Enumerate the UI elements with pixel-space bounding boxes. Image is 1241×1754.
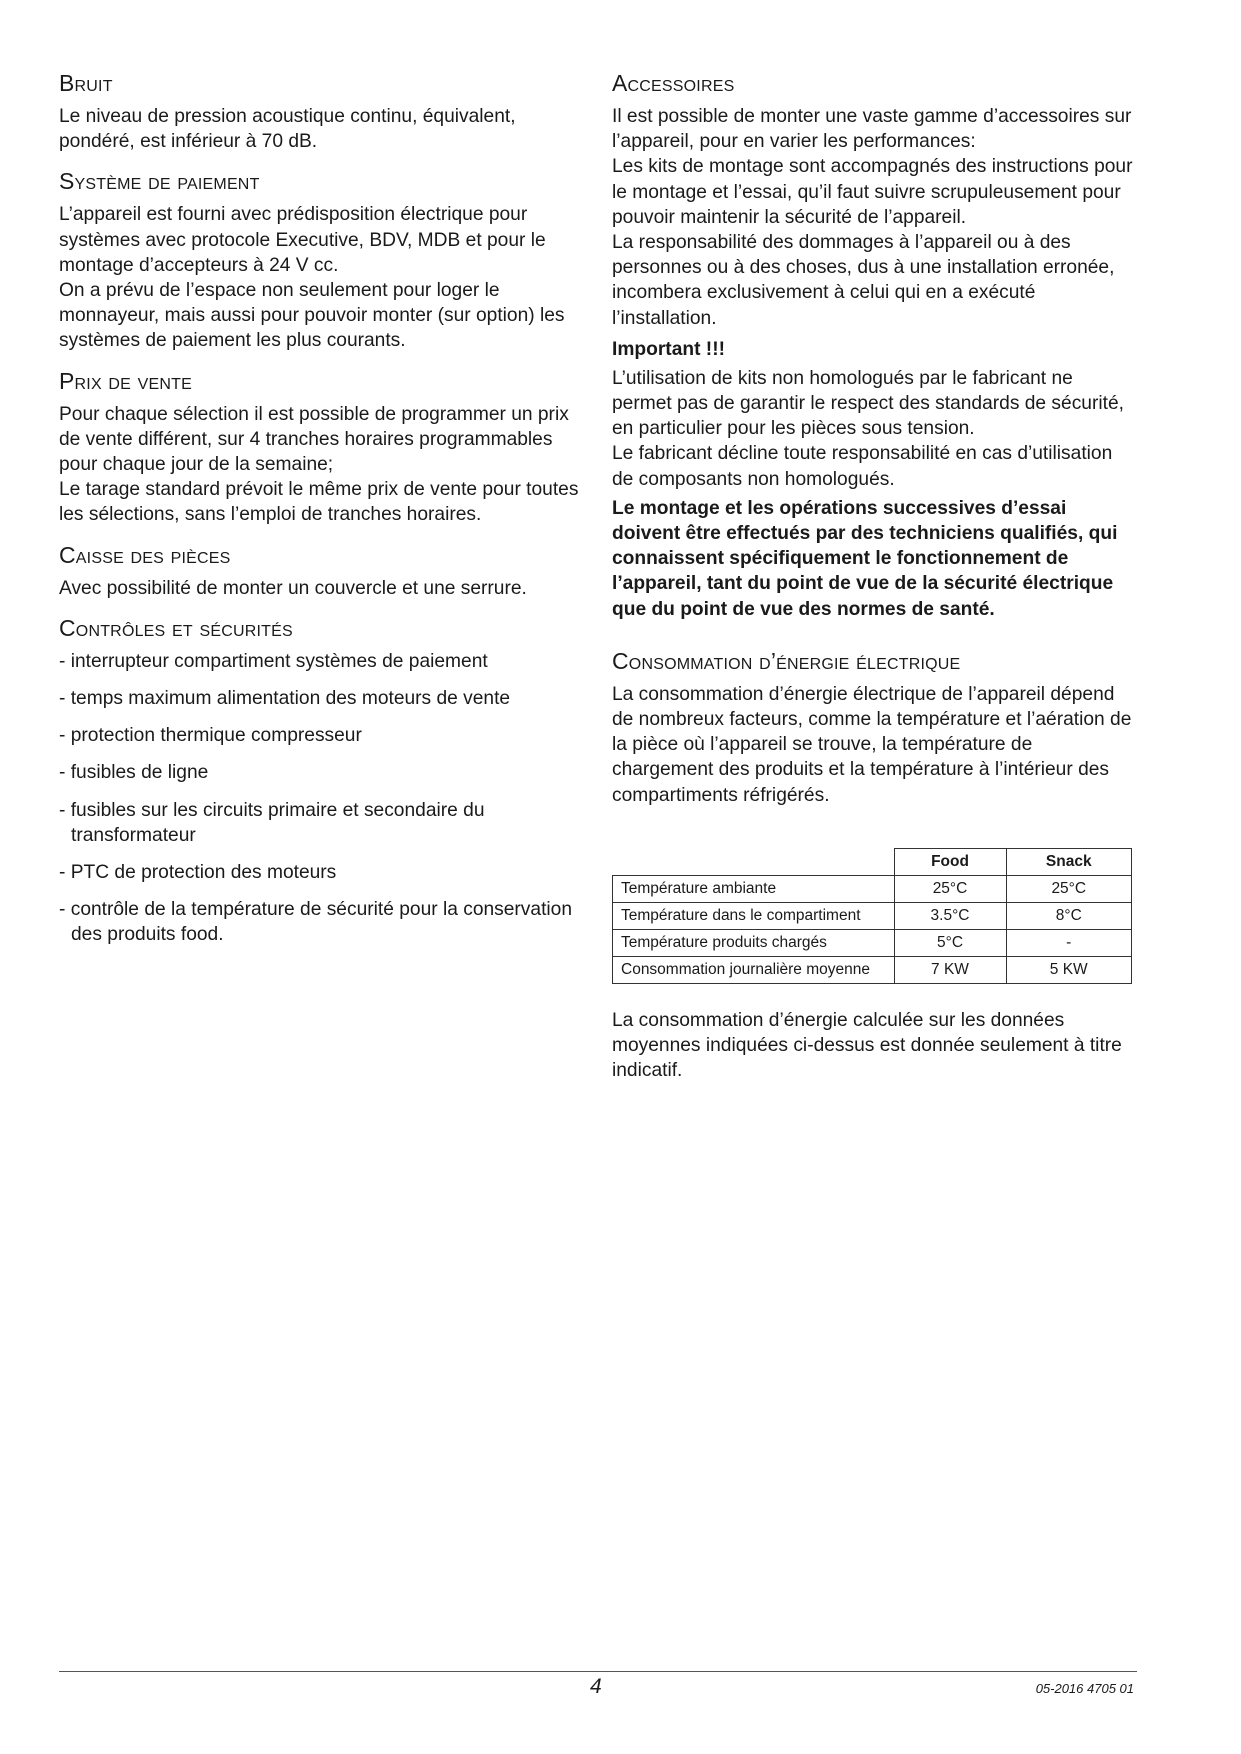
table-header-row — [613, 848, 1132, 875]
table-cell-label: Température dans le compartiment — [613, 902, 895, 929]
table-header-blank — [613, 848, 895, 875]
list-item: - interrupteur compartiment systèmes de paiement — [59, 650, 488, 672]
table-cell-snack: 25°C — [1006, 875, 1131, 902]
document-code: 05-2016 4705 01 — [1035, 1681, 1134, 1696]
controles-list — [59, 649, 579, 948]
accessoires-text-4: L’utilisation de kits non homologués par le fabricant ne permet pas de garantir le respect des standards de sécurité, en particulier pour les pièces sous tension. — [612, 367, 1124, 440]
section-accessoires — [612, 70, 1137, 622]
section-title-prix: Prix de vente — [59, 367, 192, 394]
section-prix — [59, 368, 579, 528]
paiement-text-1: L’appareil est fourni avec prédisposition électrique pour systèmes avec protocole Executive, BDV, MDB et pour le montage d’accepteurs à 24 V cc. — [59, 204, 546, 276]
section-title-controles: Contrôles et sécurités — [59, 614, 293, 641]
table-cell-snack: - — [1006, 929, 1131, 956]
table-cell-snack: 5 KW — [1006, 956, 1131, 983]
prix-text-1: Pour chaque sélection il est possible de programmer un prix de vente différent, sur 4 tranches horaires programmables pour chaque jour de la semaine; — [59, 403, 569, 476]
list-item: - fusibles sur les circuits primaire et secondaire du transformateur — [59, 799, 485, 846]
table-row — [613, 902, 1132, 929]
table-row — [613, 956, 1132, 983]
table-cell-snack: 8°C — [1006, 902, 1131, 929]
page-number: 4 — [590, 1675, 602, 1698]
table-row — [613, 875, 1132, 902]
table-cell-food: 5°C — [894, 929, 1006, 956]
table-cell-food: 3.5°C — [894, 902, 1006, 929]
section-consommation — [612, 648, 1137, 1084]
table-cell-label: Température ambiante — [613, 875, 895, 902]
accessoires-text-3: La responsabilité des dommages à l’appareil ou à des personnes ou à des choses, dus à une installation erronée, incombera exclusivement à celui qui en a exécuté l’installation. — [612, 232, 1115, 329]
table-header-food: Food — [894, 848, 1006, 875]
accessoires-warning: Le montage et les opérations successives d’essai doivent être effectués par des techniciens qualifiés, qui connaissent spécifiquement le fonctionnement de l’appareil, tant du point de vue de la sécurité électrique que du point de vue des normes de santé. — [612, 497, 1118, 620]
table-cell-label: Température produits chargés — [613, 929, 895, 956]
list-item: - contrôle de la température de sécurité pour la conservation des produits food. — [59, 899, 573, 946]
bruit-text: Le niveau de pression acoustique continu, équivalent, pondéré, est inférieur à 70 dB. — [59, 106, 516, 153]
section-title-accessoires: Accessoires — [612, 70, 735, 96]
paiement-text-2: On a prévu de l’espace non seulement pour loger le monnayeur, mais aussi pour pouvoir monter (sur option) les systèmes de paiement les plus courants. — [59, 280, 565, 352]
list-item: - temps maximum alimentation des moteurs de vente — [59, 688, 511, 710]
section-paiement — [59, 168, 579, 353]
section-caisse — [59, 542, 579, 601]
footer-divider — [59, 1671, 1137, 1672]
section-title-consommation: Consommation d’énergie électrique — [612, 647, 961, 674]
list-item: - PTC de protection des moteurs — [59, 862, 337, 884]
list-item: - protection thermique compresseur — [59, 725, 362, 747]
table-row — [613, 929, 1132, 956]
prix-text-2: Le tarage standard prévoit le même prix de vente pour toutes les sélections, sans l’emploi de tranches horaires. — [59, 479, 579, 526]
caisse-text: Avec possibilité de monter un couvercle et une serrure. — [59, 577, 527, 599]
consommation-text: La consommation d’énergie électrique de l’appareil dépend de nombreux facteurs, comme la température et l’aération de la pièce où l’appareil se trouve, la température de chargement des produits et la température à l’intérieur des compartiments réfrigérés. — [612, 683, 1132, 806]
consommation-note: La consommation d’énergie calculée sur les données moyennes indiquées ci-dessus est donnée seulement à titre indicatif. — [612, 1009, 1122, 1082]
accessoires-text-2: Les kits de montage sont accompagnés des instructions pour le montage et l’essai, qu’il faut suivre scrupuleusement pour pouvoir maintenir la sécurité de l’appareil. — [612, 156, 1133, 228]
important-label: Important !!! — [612, 338, 725, 360]
list-item: - fusibles de ligne — [59, 762, 209, 784]
consumption-table — [612, 848, 1132, 984]
table-cell-food: 25°C — [894, 875, 1006, 902]
left-column — [59, 70, 579, 962]
right-column — [612, 70, 1137, 1097]
table-cell-food: 7 KW — [894, 956, 1006, 983]
accessoires-text-1: Il est possible de monter une vaste gamme d’accessoires sur l’appareil, pour en varier les performances: — [612, 106, 1132, 153]
section-title-paiement: Système de paiement — [59, 168, 260, 195]
section-bruit — [59, 70, 579, 154]
table-header-snack: Snack — [1006, 848, 1131, 875]
section-title-bruit: Bruit — [59, 70, 113, 96]
table-cell-label: Consommation journalière moyenne — [613, 956, 895, 983]
section-title-caisse: Caisse des pièces — [59, 541, 231, 568]
section-controles — [59, 615, 579, 948]
accessoires-text-5: Le fabricant décline toute responsabilité en cas d’utilisation de composants non homologués. — [612, 443, 1113, 490]
